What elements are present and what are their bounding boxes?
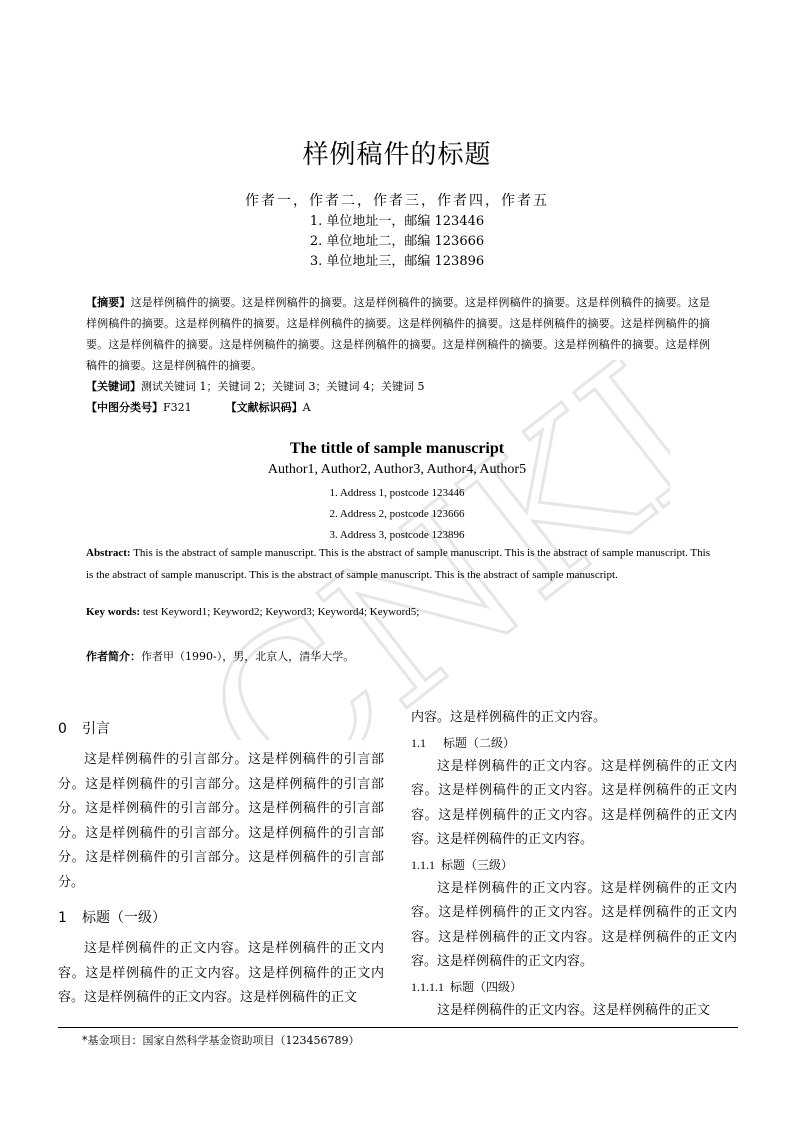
cn-class-label: 【中图分类号】 [86,401,163,414]
continued-paragraph: 内容。这是样例稿件的正文内容。 [411,710,607,725]
affiliation-1: 1. 单位地址一，邮编 123446 [309,214,485,229]
cn-doc-value: A [302,401,311,414]
section-title: 标题（四级） [450,979,523,994]
section-heading-1 [58,905,384,931]
section-title: 标题（二级） [443,735,516,750]
english-affiliation-2: 2. Address 2, postcode 123666 [329,508,465,520]
section-heading-1-1-1 [411,853,737,877]
section-heading-0 [58,716,384,742]
english-affiliation-list [0,483,794,546]
cn-abstract [86,292,710,376]
section-number: 1.1 [411,735,426,750]
english-abstract-text: This is the abstract of sample manuscript. This is the abstract of sample manuscript. This is the abstract of sample manuscript. This is the abstract of sample manuscript. This is the abstract of sample manuscript. This is the abstract of sample manuscript. [86,547,710,581]
intro-paragraph: 这是样例稿件的引言部分。这是样例稿件的引言部分。这是样例稿件的引言部分。这是样例稿件的引言部分。这是样例稿件的引言部分。这是样例稿件的引言部分。这是样例稿件的引言部分。这是样例稿件的引言部分。这是样例稿件的引言部分。这是样例稿件的引言部分。 [58,752,384,890]
affiliation-3: 3. 单位地址三，邮编 123896 [309,254,485,269]
author-intro [86,648,710,664]
section-title: 标题（一级） [82,910,166,926]
cn-abstract-text: 这是样例稿件的摘要。这是样例稿件的摘要。这是样例稿件的摘要。这是样例稿件的摘要。这是样例稿件的摘要。这是样例稿件的摘要。这是样例稿件的摘要。这是样例稿件的摘要。这是样例稿件的摘要。这是样例稿件的摘要。这是样例稿件的摘要。这是样例稿件的摘要。这是样例稿件的摘要。这是样例稿件的摘要。这是样例稿件的摘要。这是样例稿件的摘要。这是样例稿件的摘要。这是样例稿件的摘要。 [86,296,711,372]
cn-abstract-label: 【摘要】 [86,296,131,309]
english-title: The tittle of sample manuscript [289,440,505,457]
body-column-left [58,716,384,1011]
section-number: 1 [58,910,67,926]
section-title: 标题（三级） [441,857,514,872]
section-title: 引言 [82,721,110,737]
english-keywords-text: test Keyword1; Keyword2; Keyword3; Keyword4; Keyword5; [140,606,420,618]
english-keywords [86,606,710,618]
section-number: 1.1.1 [411,857,435,872]
english-authors: Author1, Author2, Author3, Author4, Author5 [267,462,527,477]
cn-classification [86,397,710,418]
section-heading-1-1-1-1 [411,975,737,999]
cn-keywords-text: 测试关键词 1；关键词 2；关键词 3；关键词 4；关键词 5 [141,380,425,393]
body-column-right [411,706,737,1023]
english-affiliation-3: 3. Address 3, postcode 123896 [329,529,465,541]
section-number: 0 [58,721,67,737]
affiliation-list [0,212,794,272]
author-intro-label: 作者简介： [86,650,141,663]
affiliation-2: 2. 单位地址二，邮编 123666 [309,234,485,249]
chinese-abstract-block [86,292,710,418]
english-keywords-label: Key words: [86,606,141,618]
section-1-1-1-1-paragraph: 这是样例稿件的正文内容。这是样例稿件的正文 [437,1002,711,1018]
cn-keywords [86,376,710,397]
section-1-paragraph: 这是样例稿件的正文内容。这是样例稿件的正文内容。这是样例稿件的正文内容。这是样例稿件的正文内容。这是样例稿件的正文内容。这是样例稿件的正文 [58,941,384,1005]
section-number: 1.1.1.1 [411,979,444,994]
watermark-text: CNKI [190,360,670,740]
author-intro-text: 作者甲（1990-），男，北京人，清华大学。 [141,650,355,663]
author-list: 作者一，作者二，作者三，作者四，作者五 [245,193,549,209]
english-affiliation-1: 1. Address 1, postcode 123446 [329,487,465,499]
footnote-divider [58,1027,738,1028]
english-abstract-label: Abstract: [86,547,131,559]
cn-class-value: F321 [163,401,192,414]
section-1-1-1-paragraph: 这是样例稿件的正文内容。这是样例稿件的正文内容。这是样例稿件的正文内容。这是样例稿件的正文内容。这是样例稿件的正文内容。这是样例稿件的正文内容。这是样例稿件的正文内容。 [411,880,737,969]
cn-doc-label: 【文献标识码】 [225,401,303,414]
section-1-1-paragraph: 这是样例稿件的正文内容。这是样例稿件的正文内容。这是样例稿件的正文内容。这是样例稿件的正文内容。这是样例稿件的正文内容。这是样例稿件的正文内容。这是样例稿件的正文内容。 [411,758,737,847]
section-heading-1-1 [411,731,737,755]
cn-keywords-label: 【关键词】 [86,380,141,393]
english-abstract [86,543,710,586]
funding-footnote: *基金项目：国家自然科学基金资助项目（123456789） [82,1034,360,1047]
paper-title: 样例稿件的标题 [302,140,492,170]
